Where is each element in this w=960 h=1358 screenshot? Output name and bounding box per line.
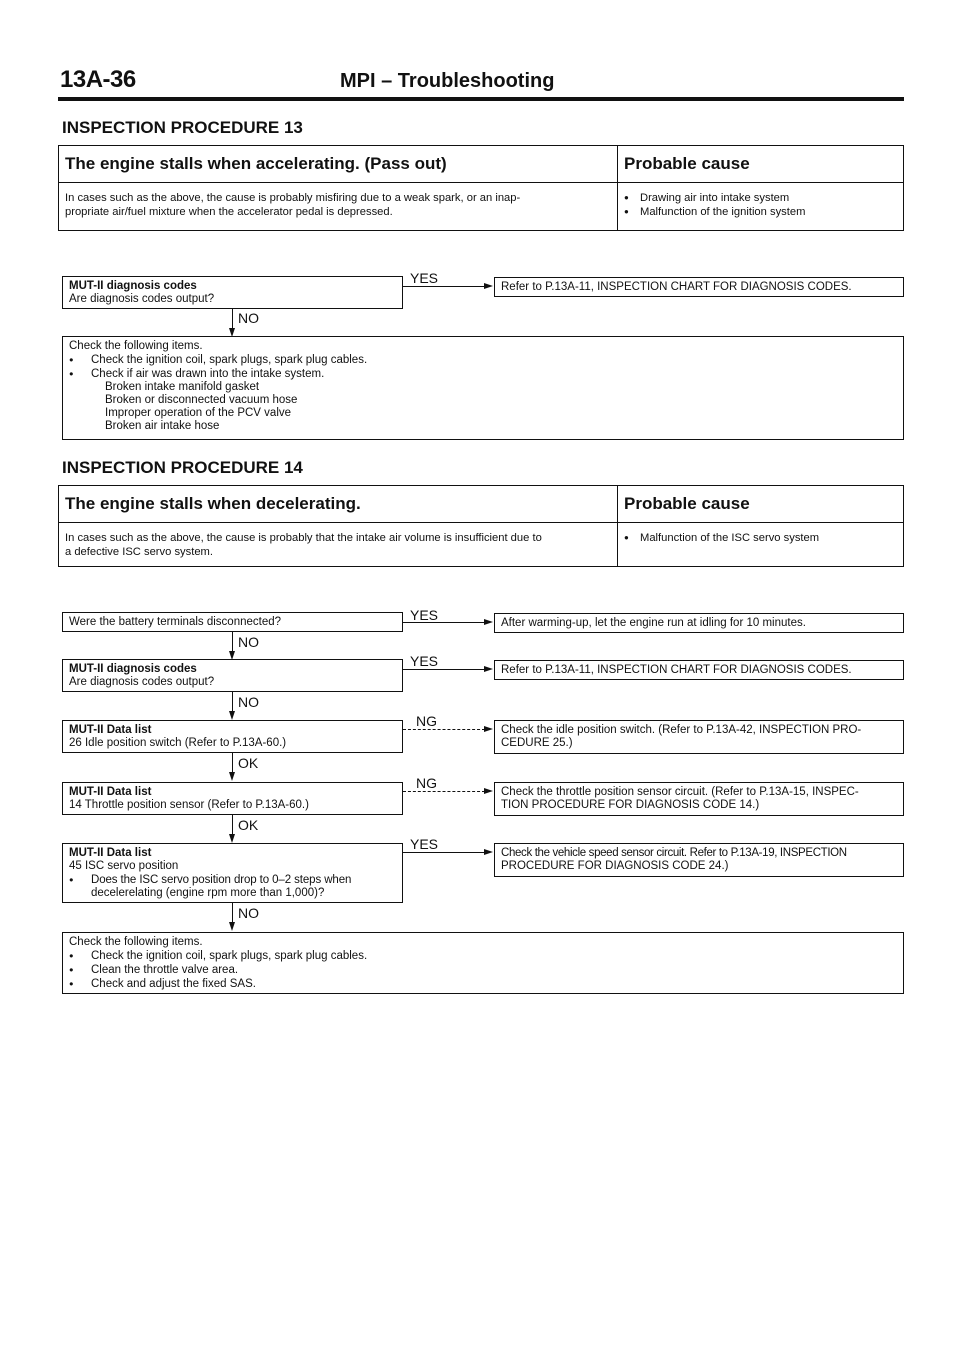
check-item: ● Check and adjust the fixed SAS. — [69, 977, 897, 991]
proc14-causes — [618, 523, 903, 567]
action-text: TION PROCEDURE FOR DIAGNOSIS CODE 14.) — [501, 799, 760, 811]
step-text: 14 Throttle position sensor (Refer to P.13A-60.) — [69, 799, 309, 811]
proc13-title: INSPECTION PROCEDURE 13 — [62, 118, 303, 137]
step-text: 45 ISC servo position — [69, 860, 179, 872]
no-label: NO — [238, 634, 259, 650]
step-text: Are diagnosis codes output? — [69, 293, 215, 305]
yes-label: YES — [410, 836, 439, 852]
check-item: ● Check if air was drawn into the intake system. — [69, 367, 897, 381]
proc13-description-line: propriate air/fuel mixture when the accelerator pedal is depressed. — [65, 206, 393, 218]
proc14-step-diagnosis-codes — [62, 659, 403, 692]
proc13-description — [59, 183, 618, 231]
check-intro: Check the following items. — [69, 936, 203, 948]
ok-label: OK — [238, 817, 259, 833]
step-text: 26 Idle position switch (Refer to P.13A-60.) — [69, 737, 287, 749]
header-rule — [58, 97, 904, 101]
proc13-check-items — [62, 336, 904, 440]
arrow-down-icon — [229, 834, 235, 843]
proc14-description-line: a defective ISC servo system. — [65, 546, 213, 558]
action-text: Refer to P.13A-11, INSPECTION CHART FOR DIAGNOSIS CODES. — [501, 281, 852, 293]
action-text: Refer to P.13A-11, INSPECTION CHART FOR DIAGNOSIS CODES. — [501, 664, 852, 676]
proc14-action-vehicle-speed — [494, 843, 904, 877]
check-item: ● Check the ignition coil, spark plugs, spark plug cables. — [69, 949, 897, 963]
arrow-right-icon — [484, 726, 493, 732]
step-title: MUT-II Data list — [69, 847, 152, 859]
no-label: NO — [238, 310, 259, 326]
step-title: MUT-II diagnosis codes — [69, 663, 197, 675]
proc13-symptom-table — [58, 145, 904, 231]
proc14-cause-item: ● Malfunction of the ISC servo system — [624, 531, 897, 545]
check-item: ● Check the ignition coil, spark plugs, spark plug cables. — [69, 353, 897, 367]
proc14-symptom: The engine stalls when decelerating. — [59, 486, 618, 522]
check-subitem: Improper operation of the PCV valve — [105, 407, 292, 419]
arrow-right-icon — [484, 849, 493, 855]
proc14-step-isc-servo — [62, 843, 403, 903]
proc14-description — [59, 523, 618, 567]
proc13-yes-action — [494, 277, 904, 297]
proc14-title: INSPECTION PROCEDURE 14 — [62, 458, 303, 477]
proc13-symptom: The engine stalls when accelerating. (Pass out) — [59, 146, 618, 182]
step-question-cont: decelerelating (engine rpm more than 1,000)? — [91, 887, 325, 899]
proc14-check-items — [62, 932, 904, 994]
proc13-step-diagnosis-codes — [62, 276, 403, 309]
arrow-right-icon — [484, 619, 493, 625]
ng-label: NG — [416, 713, 437, 729]
proc14-action-diagnosis — [494, 660, 904, 680]
check-subitem: Broken air intake hose — [105, 420, 220, 432]
arrow-right-icon — [484, 666, 493, 672]
proc13-cause-item: ● Drawing air into intake system — [624, 191, 897, 205]
ok-label: OK — [238, 755, 259, 771]
arrow-down-icon — [229, 772, 235, 781]
proc14-cause-header: Probable cause — [624, 494, 750, 513]
yes-label: YES — [410, 653, 439, 669]
check-subitem: Broken or disconnected vacuum hose — [105, 394, 298, 406]
action-text: CEDURE 25.) — [501, 737, 573, 749]
step-title: MUT-II Data list — [69, 786, 152, 798]
proc14-step-throttle-sensor — [62, 782, 403, 815]
yes-connector — [403, 286, 485, 287]
proc13-cause-item: ● Malfunction of the ignition system — [624, 205, 897, 219]
check-item: ● Clean the throttle valve area. — [69, 963, 897, 977]
check-intro: Check the following items. — [69, 340, 203, 352]
yes-label: YES — [410, 270, 439, 286]
arrow-right-icon — [484, 788, 493, 794]
action-text: After warming-up, let the engine run at idling for 10 minutes. — [501, 617, 806, 629]
ng-connector — [403, 791, 485, 792]
no-label: NO — [238, 905, 259, 921]
action-text: Check the vehicle speed sensor circuit. Refer to P.13A-19, INSPECTION — [501, 847, 847, 859]
proc13-description-line: In cases such as the above, the cause is probably misfiring due to a weak spark, or an inap- — [65, 192, 521, 204]
proc14-action-warmup — [494, 613, 904, 633]
yes-connector — [403, 669, 485, 670]
step-text: Were the battery terminals disconnected? — [69, 616, 282, 628]
proc14-description-line: In cases such as the above, the cause is probably that the intake air volume is insufficient due to — [65, 532, 542, 544]
arrow-right-icon — [484, 283, 493, 289]
proc14-step-battery — [62, 612, 403, 632]
arrow-down-icon — [229, 711, 235, 720]
proc14-action-idle-switch — [494, 720, 904, 754]
proc13-causes — [618, 183, 903, 231]
no-label: NO — [238, 694, 259, 710]
ng-label: NG — [416, 775, 437, 791]
page-title: MPI – Troubleshooting — [340, 70, 555, 92]
yes-connector — [403, 622, 485, 623]
page-number: 13A-36 — [60, 66, 136, 93]
step-question: ● Does the ISC servo position drop to 0–2 steps when — [69, 873, 396, 887]
proc13-cause-header: Probable cause — [624, 154, 750, 173]
check-subitem: Broken intake manifold gasket — [105, 381, 260, 393]
step-text: Are diagnosis codes output? — [69, 676, 215, 688]
proc14-symptom-table — [58, 485, 904, 567]
action-text: PROCEDURE FOR DIAGNOSIS CODE 24.) — [501, 860, 729, 872]
ng-connector — [403, 729, 485, 730]
arrow-down-icon — [229, 922, 235, 931]
step-title: MUT-II Data list — [69, 724, 152, 736]
yes-label: YES — [410, 607, 439, 623]
action-text: Check the idle position switch. (Refer to P.13A-42, INSPECTION PRO- — [501, 724, 862, 736]
yes-connector — [403, 852, 485, 853]
action-text: Check the throttle position sensor circuit. (Refer to P.13A-15, INSPEC- — [501, 786, 859, 798]
step-title: MUT-II diagnosis codes — [69, 280, 197, 292]
proc14-step-idle-switch — [62, 720, 403, 753]
proc14-action-throttle-sensor — [494, 782, 904, 816]
